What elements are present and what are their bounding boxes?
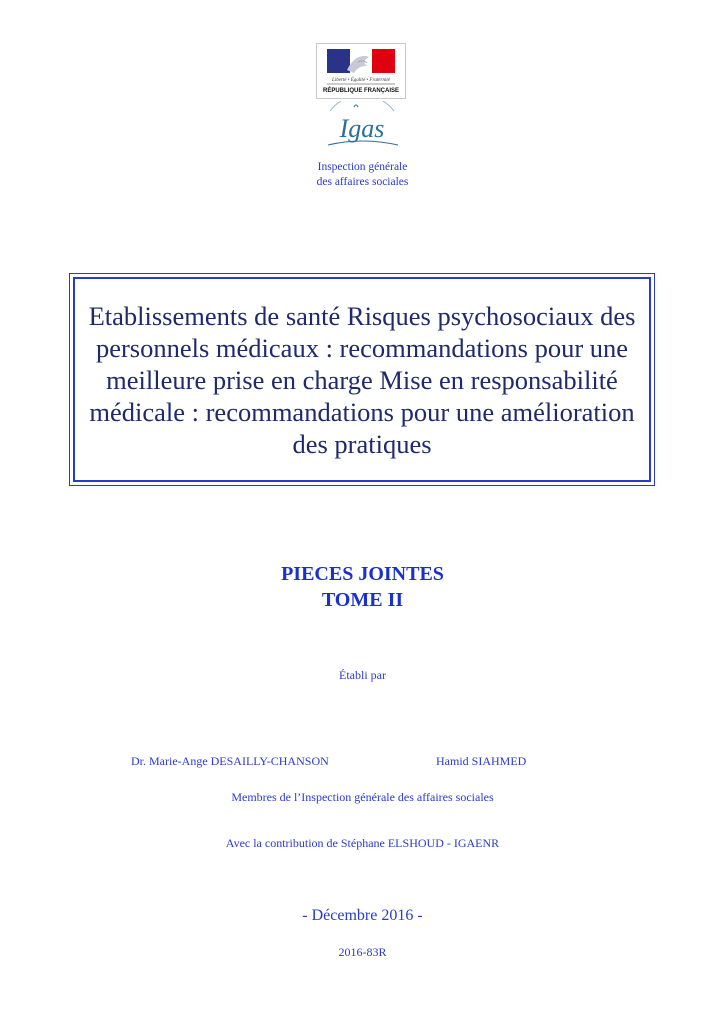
igas-logo bbox=[322, 101, 402, 151]
title-frame bbox=[69, 273, 655, 486]
annex-heading bbox=[0, 561, 725, 613]
author-1: Dr. Marie-Ange DESAILLY-CHANSON bbox=[131, 754, 329, 768]
annex-line-2: TOME II bbox=[321, 589, 404, 611]
title-frame-inner bbox=[73, 277, 651, 482]
author-2: Hamid SIAHMED bbox=[436, 754, 527, 768]
members-line: Membres de l’Inspection générale des affaires sociales bbox=[231, 790, 494, 804]
igas-emblem-icon bbox=[322, 101, 402, 151]
report-title: Etablissements de santé Risques psychosociaux des personnels médicaux : recommandations pour une meilleure prise en charge Mise en responsabilité médicale : recommandations pour une amélioration des pratiques bbox=[88, 300, 636, 459]
report-date: - Décembre 2016 - bbox=[302, 907, 423, 924]
igas-text: Igas bbox=[339, 114, 385, 143]
republic-name: RÉPUBLIQUE FRANÇAISE bbox=[322, 88, 400, 94]
institution-name bbox=[0, 160, 725, 190]
republique-francaise-logo bbox=[316, 43, 406, 99]
annex-line-1: PIECES JOINTES bbox=[281, 563, 444, 585]
institution-line-1: Inspection générale bbox=[317, 161, 408, 173]
institution-line-2: des affaires sociales bbox=[316, 176, 409, 188]
contribution-line: Avec la contribution de Stéphane ELSHOUD - IGAENR bbox=[225, 836, 500, 850]
logo-block bbox=[316, 43, 406, 151]
republic-motto: Liberté • Égalité • Fraternité bbox=[332, 78, 390, 83]
marianne-emblem-icon bbox=[317, 44, 405, 98]
report-number: 2016-83R bbox=[338, 945, 387, 959]
established-by: Établi par bbox=[339, 668, 386, 682]
